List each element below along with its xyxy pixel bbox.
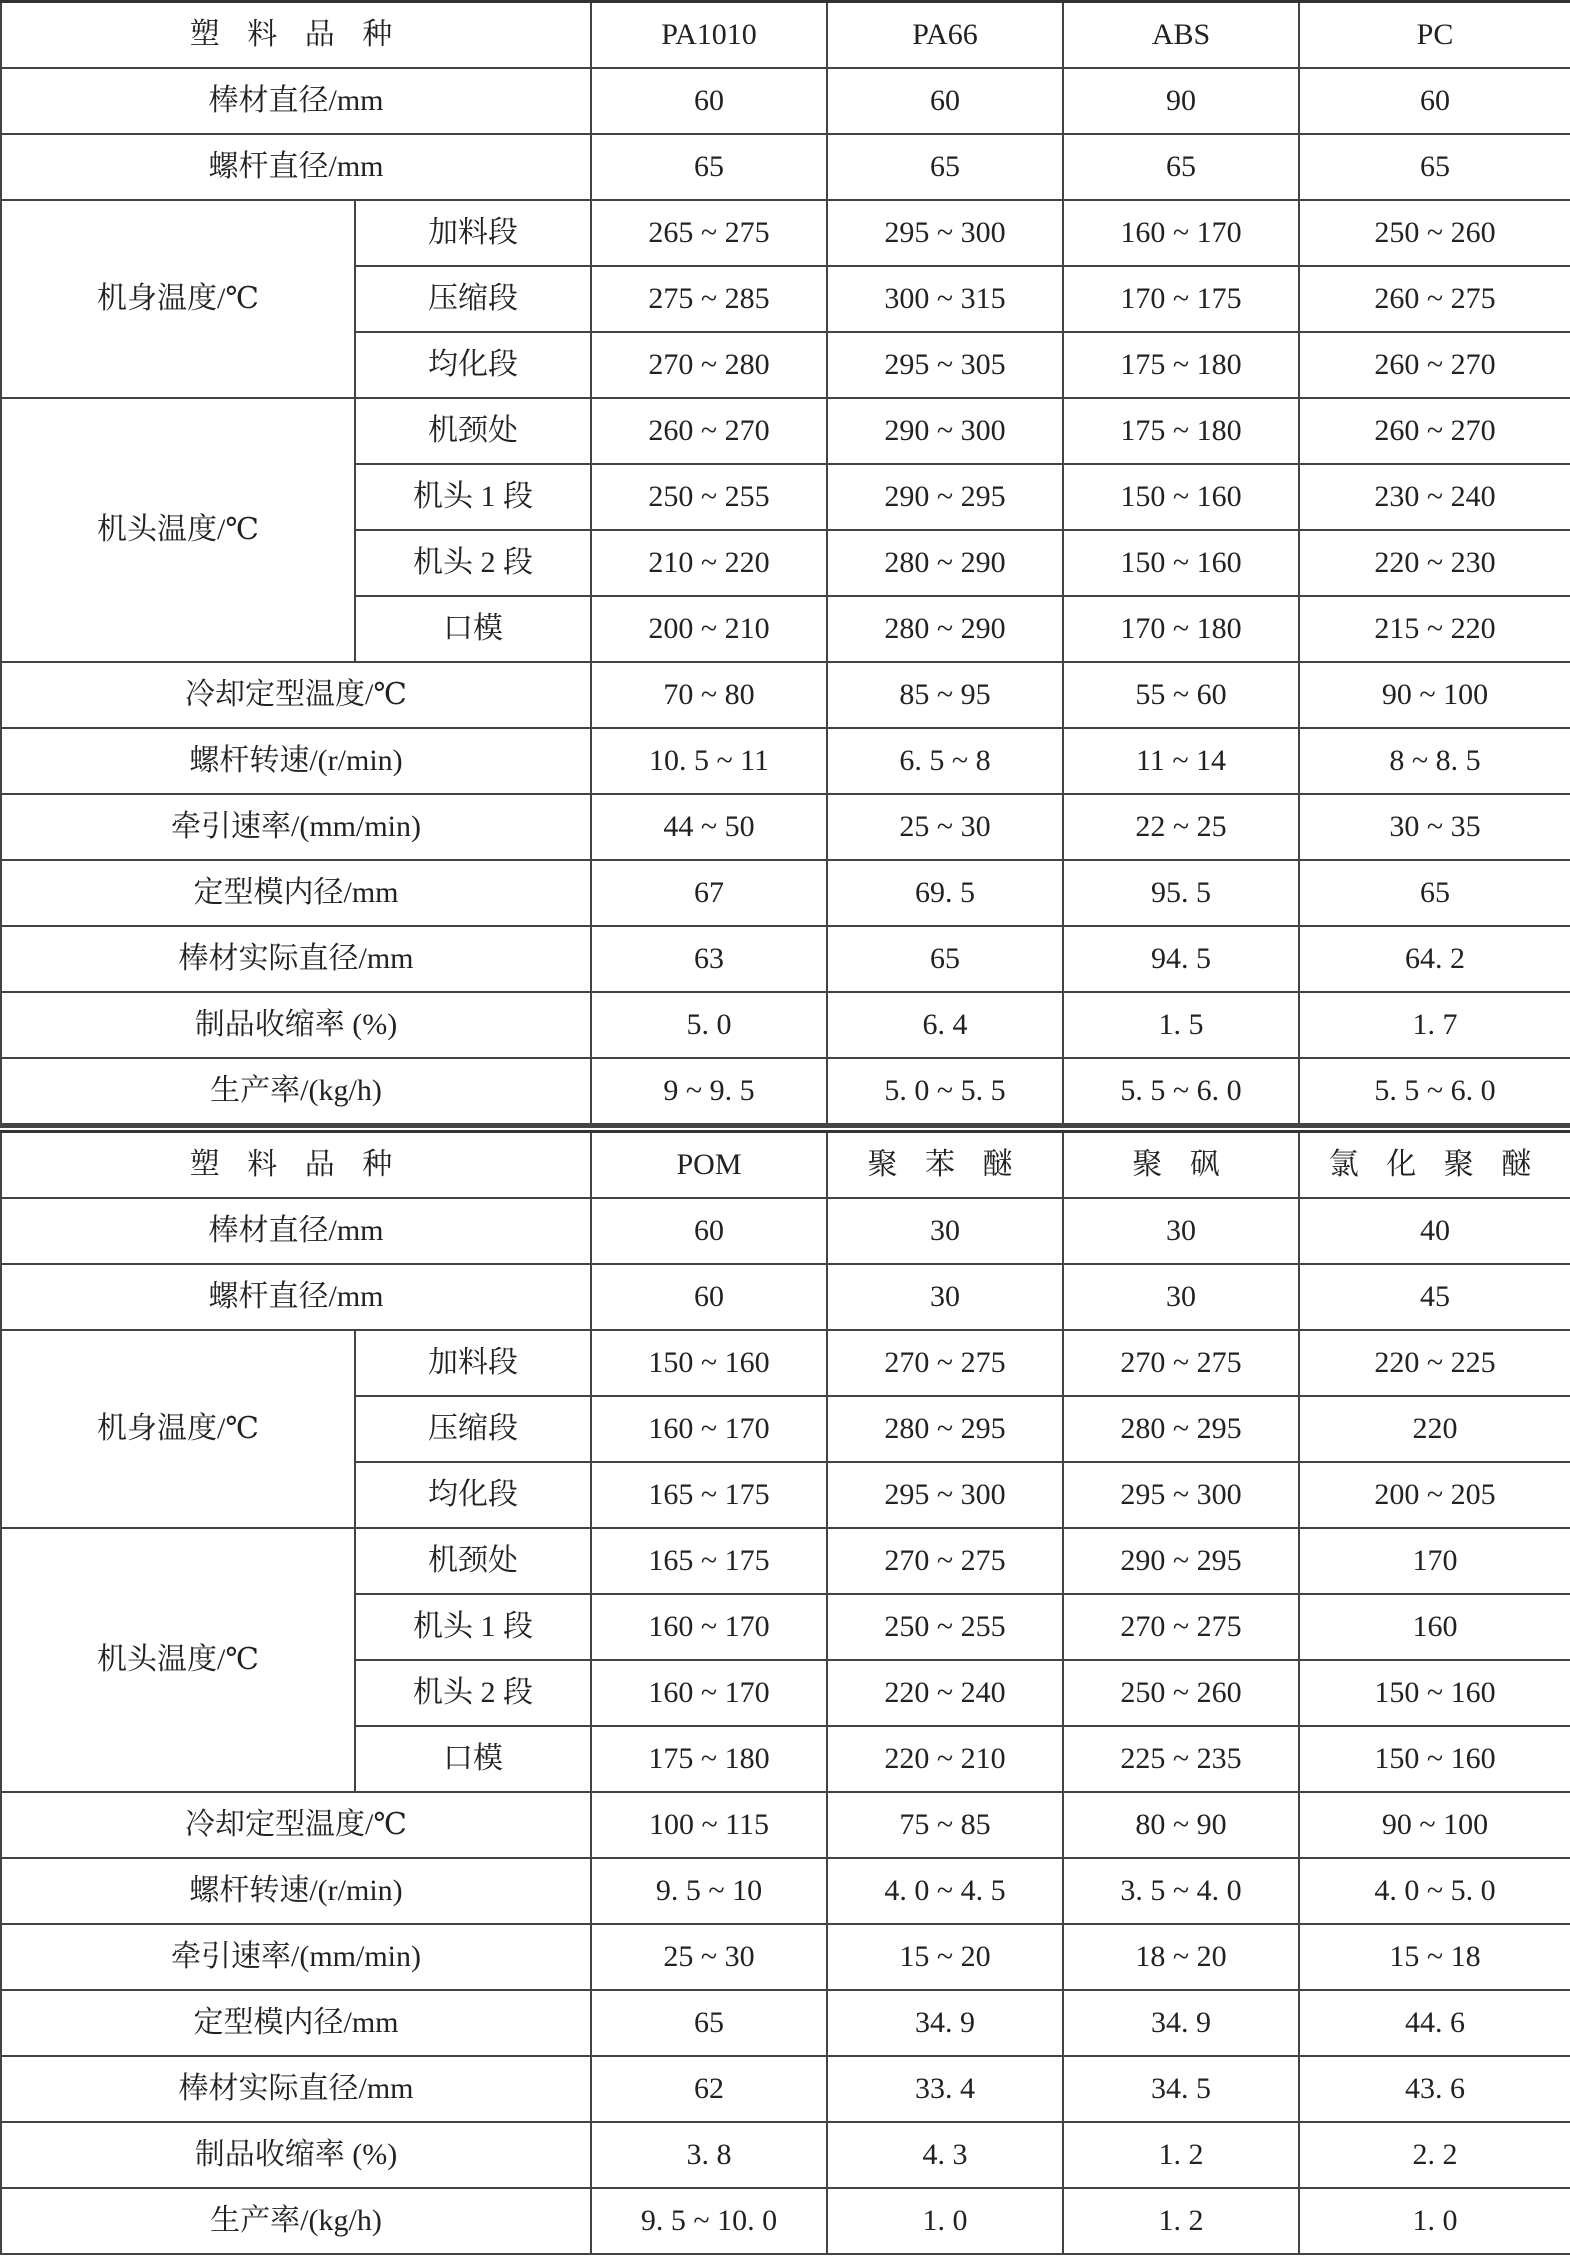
row-value: 25 ~ 30	[827, 794, 1063, 860]
row-value: 300 ~ 315	[827, 266, 1063, 332]
row-value: 160	[1299, 1594, 1570, 1660]
row-value: 44 ~ 50	[591, 794, 827, 860]
row-label: 棒材实际直径/mm	[1, 926, 591, 992]
row-value: 100 ~ 115	[591, 1792, 827, 1858]
table-row	[1, 1924, 1570, 1990]
row-value: 1. 5	[1063, 992, 1299, 1058]
row-value: 1. 0	[827, 2188, 1063, 2254]
row-value: 95. 5	[1063, 860, 1299, 926]
table-row	[1, 728, 1570, 794]
row-value: 295 ~ 300	[1063, 1462, 1299, 1528]
row-value: 160 ~ 170	[1063, 200, 1299, 266]
table-row	[1, 1792, 1570, 1858]
row-value: 34. 9	[827, 1990, 1063, 2056]
row-value: 30	[827, 1264, 1063, 1330]
row-value: 150 ~ 160	[1063, 530, 1299, 596]
row-value: 200 ~ 205	[1299, 1462, 1570, 1528]
header-col: 氯 化 聚 醚	[1299, 1132, 1570, 1199]
header-col: PA66	[827, 2, 1063, 69]
row-value: 280 ~ 290	[827, 596, 1063, 662]
table-row	[1, 68, 1570, 134]
row-value: 2. 2	[1299, 2122, 1570, 2188]
row-value: 40	[1299, 1198, 1570, 1264]
row-value: 275 ~ 285	[591, 266, 827, 332]
row-value: 295 ~ 300	[827, 200, 1063, 266]
row-value: 90 ~ 100	[1299, 662, 1570, 728]
row-label: 制品收缩率 (%)	[1, 992, 591, 1058]
row-value: 94. 5	[1063, 926, 1299, 992]
table-row	[1, 860, 1570, 926]
sub-label: 口模	[355, 1726, 591, 1792]
table-row	[1, 662, 1570, 728]
row-value: 175 ~ 180	[1063, 398, 1299, 464]
row-value: 265 ~ 275	[591, 200, 827, 266]
sub-label: 机头 1 段	[355, 464, 591, 530]
row-value: 25 ~ 30	[591, 1924, 827, 1990]
row-label: 螺杆转速/(r/min)	[1, 728, 591, 794]
row-value: 175 ~ 180	[1063, 332, 1299, 398]
table-row	[1, 1858, 1570, 1924]
row-value: 270 ~ 275	[827, 1528, 1063, 1594]
table-row	[1, 1198, 1570, 1264]
row-label: 棒材直径/mm	[1, 1198, 591, 1264]
row-value: 215 ~ 220	[1299, 596, 1570, 662]
row-value: 220 ~ 225	[1299, 1330, 1570, 1396]
row-value: 150 ~ 160	[1299, 1726, 1570, 1792]
sub-label: 机头 1 段	[355, 1594, 591, 1660]
header-col: POM	[591, 1132, 827, 1199]
row-value: 270 ~ 275	[827, 1330, 1063, 1396]
row-value: 290 ~ 300	[827, 398, 1063, 464]
row-value: 30	[827, 1198, 1063, 1264]
row-value: 250 ~ 255	[827, 1594, 1063, 1660]
row-value: 90	[1063, 68, 1299, 134]
table-1-body	[1, 2, 1570, 1125]
sub-label: 均化段	[355, 1462, 591, 1528]
row-value: 9. 5 ~ 10. 0	[591, 2188, 827, 2254]
row-value: 15 ~ 18	[1299, 1924, 1570, 1990]
row-label: 牵引速率/(mm/min)	[1, 1924, 591, 1990]
row-value: 33. 4	[827, 2056, 1063, 2122]
row-value: 220 ~ 210	[827, 1726, 1063, 1792]
row-value: 220	[1299, 1396, 1570, 1462]
row-value: 200 ~ 210	[591, 596, 827, 662]
row-value: 75 ~ 85	[827, 1792, 1063, 1858]
row-value: 175 ~ 180	[591, 1726, 827, 1792]
row-value: 9. 5 ~ 10	[591, 1858, 827, 1924]
group-label: 机头温度/℃	[1, 1528, 355, 1792]
group-label: 机身温度/℃	[1, 200, 355, 398]
row-value: 30	[1063, 1264, 1299, 1330]
row-value: 64. 2	[1299, 926, 1570, 992]
row-value: 260 ~ 270	[1299, 332, 1570, 398]
row-value: 8 ~ 8. 5	[1299, 728, 1570, 794]
row-value: 45	[1299, 1264, 1570, 1330]
row-value: 290 ~ 295	[1063, 1528, 1299, 1594]
row-value: 10. 5 ~ 11	[591, 728, 827, 794]
row-label: 螺杆直径/mm	[1, 134, 591, 200]
row-value: 225 ~ 235	[1063, 1726, 1299, 1792]
sub-label: 均化段	[355, 332, 591, 398]
row-value: 280 ~ 295	[827, 1396, 1063, 1462]
sub-label: 口模	[355, 596, 591, 662]
row-value: 3. 8	[591, 2122, 827, 2188]
row-value: 295 ~ 305	[827, 332, 1063, 398]
row-value: 260 ~ 270	[1299, 398, 1570, 464]
row-value: 280 ~ 295	[1063, 1396, 1299, 1462]
row-label: 冷却定型温度/℃	[1, 662, 591, 728]
group-label: 机头温度/℃	[1, 398, 355, 662]
sub-label: 机颈处	[355, 1528, 591, 1594]
row-value: 55 ~ 60	[1063, 662, 1299, 728]
row-label: 棒材直径/mm	[1, 68, 591, 134]
table-row	[1, 398, 1570, 464]
row-value: 290 ~ 295	[827, 464, 1063, 530]
row-value: 6. 5 ~ 8	[827, 728, 1063, 794]
row-value: 6. 4	[827, 992, 1063, 1058]
row-value: 250 ~ 260	[1063, 1660, 1299, 1726]
row-value: 160 ~ 170	[591, 1594, 827, 1660]
row-value: 34. 5	[1063, 2056, 1299, 2122]
row-value: 18 ~ 20	[1063, 1924, 1299, 1990]
row-value: 3. 5 ~ 4. 0	[1063, 1858, 1299, 1924]
row-label: 螺杆转速/(r/min)	[1, 1858, 591, 1924]
sub-label: 加料段	[355, 200, 591, 266]
table-row	[1, 794, 1570, 860]
table-row	[1, 1330, 1570, 1396]
row-value: 70 ~ 80	[591, 662, 827, 728]
row-value: 270 ~ 275	[1063, 1594, 1299, 1660]
row-value: 150 ~ 160	[1063, 464, 1299, 530]
row-value: 160 ~ 170	[591, 1660, 827, 1726]
row-value: 85 ~ 95	[827, 662, 1063, 728]
row-value: 90 ~ 100	[1299, 1792, 1570, 1858]
row-value: 65	[827, 134, 1063, 200]
sub-label: 机颈处	[355, 398, 591, 464]
row-label: 定型模内径/mm	[1, 1990, 591, 2056]
row-value: 4. 3	[827, 2122, 1063, 2188]
row-label: 棒材实际直径/mm	[1, 2056, 591, 2122]
row-value: 165 ~ 175	[591, 1528, 827, 1594]
row-value: 1. 0	[1299, 2188, 1570, 2254]
row-value: 1. 7	[1299, 992, 1570, 1058]
table-row	[1, 2056, 1570, 2122]
row-value: 160 ~ 170	[591, 1396, 827, 1462]
table-row	[1, 134, 1570, 200]
row-value: 150 ~ 160	[591, 1330, 827, 1396]
table-header-row	[1, 2, 1570, 69]
row-value: 220 ~ 240	[827, 1660, 1063, 1726]
table-row	[1, 2122, 1570, 2188]
row-value: 250 ~ 255	[591, 464, 827, 530]
table-row	[1, 200, 1570, 266]
sub-label: 压缩段	[355, 266, 591, 332]
row-value: 150 ~ 160	[1299, 1660, 1570, 1726]
row-value: 4. 0 ~ 5. 0	[1299, 1858, 1570, 1924]
row-value: 43. 6	[1299, 2056, 1570, 2122]
row-value: 170 ~ 175	[1063, 266, 1299, 332]
sub-label: 压缩段	[355, 1396, 591, 1462]
row-value: 210 ~ 220	[591, 530, 827, 596]
row-value: 60	[591, 68, 827, 134]
sub-label: 机头 2 段	[355, 530, 591, 596]
row-label: 螺杆直径/mm	[1, 1264, 591, 1330]
row-label: 制品收缩率 (%)	[1, 2122, 591, 2188]
row-value: 165 ~ 175	[591, 1462, 827, 1528]
table-header-row	[1, 1132, 1570, 1199]
row-value: 295 ~ 300	[827, 1462, 1063, 1528]
row-value: 1. 2	[1063, 2188, 1299, 2254]
extrusion-table-2	[0, 1130, 1570, 2255]
row-value: 15 ~ 20	[827, 1924, 1063, 1990]
row-value: 60	[1299, 68, 1570, 134]
row-label: 生产率/(kg/h)	[1, 1058, 591, 1124]
header-col: 聚 砜	[1063, 1132, 1299, 1199]
row-value: 260 ~ 270	[591, 398, 827, 464]
header-col: PA1010	[591, 2, 827, 69]
row-value: 65	[827, 926, 1063, 992]
table-row	[1, 1990, 1570, 2056]
table-row	[1, 992, 1570, 1058]
row-value: 22 ~ 25	[1063, 794, 1299, 860]
row-value: 170 ~ 180	[1063, 596, 1299, 662]
table-row	[1, 2188, 1570, 2254]
table-row	[1, 1058, 1570, 1124]
row-value: 67	[591, 860, 827, 926]
table-2-body	[1, 1132, 1570, 2255]
row-label: 冷却定型温度/℃	[1, 1792, 591, 1858]
row-value: 30	[1063, 1198, 1299, 1264]
row-value: 11 ~ 14	[1063, 728, 1299, 794]
header-col: ABS	[1063, 2, 1299, 69]
row-value: 60	[591, 1198, 827, 1264]
row-value: 270 ~ 275	[1063, 1330, 1299, 1396]
extrusion-table-1	[0, 0, 1570, 1125]
row-value: 65	[1063, 134, 1299, 200]
table-separator	[0, 1124, 1570, 1128]
row-value: 60	[591, 1264, 827, 1330]
row-value: 65	[1299, 134, 1570, 200]
row-value: 30 ~ 35	[1299, 794, 1570, 860]
table-row	[1, 1528, 1570, 1594]
row-value: 5. 0	[591, 992, 827, 1058]
row-value: 69. 5	[827, 860, 1063, 926]
header-col: 聚 苯 醚	[827, 1132, 1063, 1199]
group-label: 机身温度/℃	[1, 1330, 355, 1528]
row-value: 230 ~ 240	[1299, 464, 1570, 530]
row-value: 5. 5 ~ 6. 0	[1063, 1058, 1299, 1124]
row-value: 5. 0 ~ 5. 5	[827, 1058, 1063, 1124]
row-value: 4. 0 ~ 4. 5	[827, 1858, 1063, 1924]
row-value: 220 ~ 230	[1299, 530, 1570, 596]
sub-label: 机头 2 段	[355, 1660, 591, 1726]
row-value: 80 ~ 90	[1063, 1792, 1299, 1858]
row-value: 62	[591, 2056, 827, 2122]
sub-label: 加料段	[355, 1330, 591, 1396]
table-row	[1, 926, 1570, 992]
row-value: 5. 5 ~ 6. 0	[1299, 1058, 1570, 1124]
row-value: 65	[591, 134, 827, 200]
row-value: 65	[1299, 860, 1570, 926]
row-value: 65	[591, 1990, 827, 2056]
row-value: 250 ~ 260	[1299, 200, 1570, 266]
row-value: 270 ~ 280	[591, 332, 827, 398]
header-col: PC	[1299, 2, 1570, 69]
row-label: 定型模内径/mm	[1, 860, 591, 926]
row-value: 44. 6	[1299, 1990, 1570, 2056]
row-label: 生产率/(kg/h)	[1, 2188, 591, 2254]
row-label: 牵引速率/(mm/min)	[1, 794, 591, 860]
row-value: 9 ~ 9. 5	[591, 1058, 827, 1124]
table-row	[1, 1264, 1570, 1330]
row-value: 34. 9	[1063, 1990, 1299, 2056]
row-value: 60	[827, 68, 1063, 134]
header-label: 塑 料 品 种	[1, 1132, 591, 1199]
row-value: 280 ~ 290	[827, 530, 1063, 596]
row-value: 260 ~ 275	[1299, 266, 1570, 332]
header-label: 塑 料 品 种	[1, 2, 591, 69]
row-value: 170	[1299, 1528, 1570, 1594]
row-value: 1. 2	[1063, 2122, 1299, 2188]
row-value: 63	[591, 926, 827, 992]
